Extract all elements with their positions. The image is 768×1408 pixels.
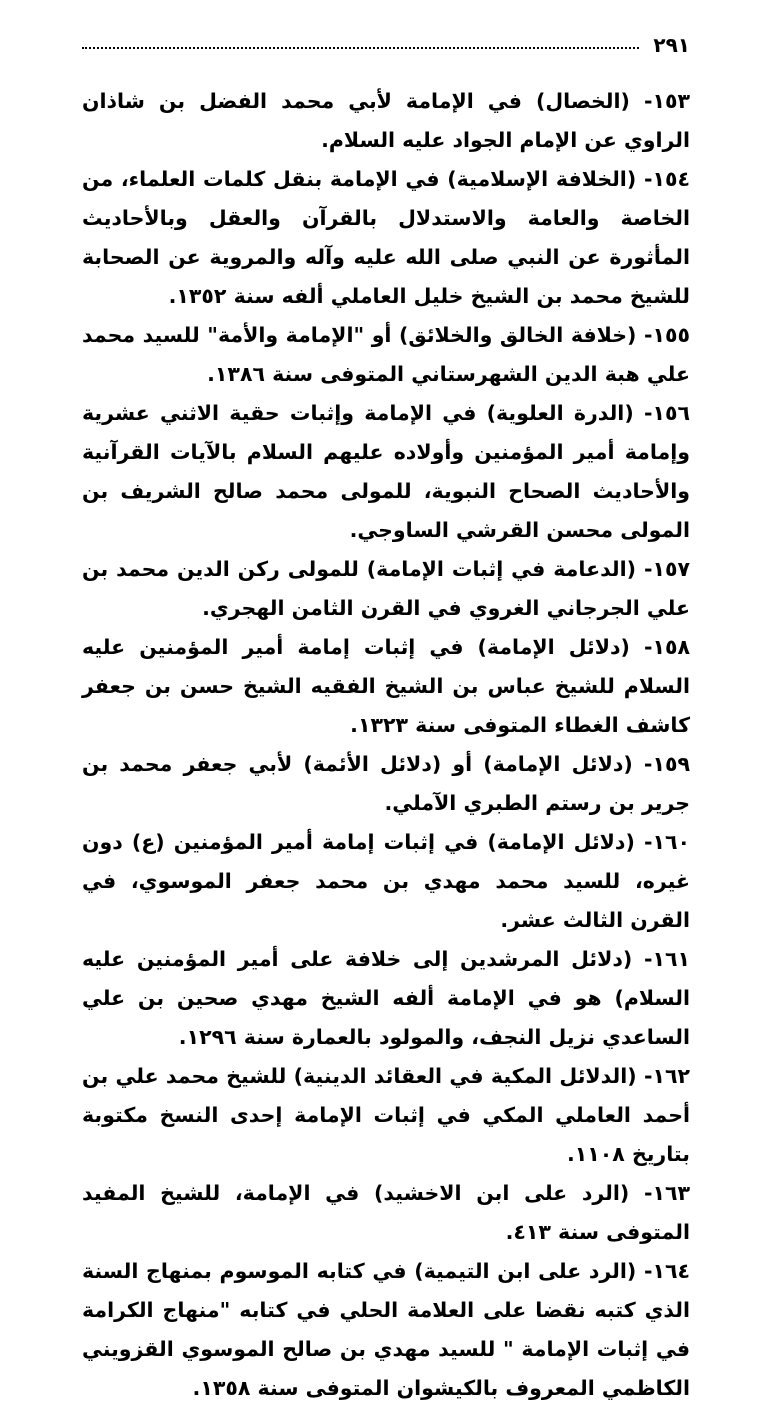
entry-text: (خلافة الخالق والخلائق) أو "الإمامة والأمة" للسيد محمد علي هبة الدين الشهرستاني المتوفى سنة ١٣٨٦. xyxy=(82,323,690,386)
entry-157 xyxy=(82,550,690,628)
page-header xyxy=(82,30,690,60)
entry-number: ١٦٢- xyxy=(643,1064,690,1088)
entry-text: (الدلائل المكية في العقائد الدينية) للشيخ محمد علي بن أحمد العاملي المكي في إثبات الإمامة إحدى النسخ مكتوبة بتاريخ ١١٠٨. xyxy=(82,1064,690,1166)
entry-number: ١٦١- xyxy=(643,947,690,971)
entry-text: (دلائل المرشدين إلى خلافة على أمير المؤمنين عليه السلام) هو في الإمامة ألفه الشيخ مهدي صحين بن علي الساعدي نزيل النجف، والمولود بالعمارة سنة ١٢٩٦. xyxy=(82,947,690,1049)
entry-156 xyxy=(82,394,690,550)
entry-158 xyxy=(82,628,690,745)
entry-number: ١٥٦- xyxy=(643,401,690,425)
entry-number: ١٥٤- xyxy=(643,167,690,191)
entry-text: (دلائل الإمامة) في إثبات إمامة أمير المؤمنين (ع) دون غيره، للسيد محمد مهدي بن محمد جعفر الموسوي، في القرن الثالث عشر. xyxy=(82,830,690,932)
entry-159 xyxy=(82,745,690,823)
bibliography-entries xyxy=(82,82,690,1408)
entry-number: ١٥٥- xyxy=(643,323,690,347)
entry-number: ١٥٧- xyxy=(643,557,690,581)
entry-164 xyxy=(82,1252,690,1408)
entry-number: ١٥٩- xyxy=(643,752,690,776)
entry-number: ١٥٣- xyxy=(643,89,690,113)
entry-160 xyxy=(82,823,690,940)
entry-text: (الدرة العلوية) في الإمامة وإثبات حقية الاثني عشرية وإمامة أمير المؤمنين وأولاده عليهم السلام بالآيات القرآنية والأحاديث الصحاح النبوية، للمولى محمد صالح الشريف بن المولى محسن القرشي الساوجي. xyxy=(82,401,690,542)
entry-text: (الخصال) في الإمامة لأبي محمد الفضل بن شاذان الراوي عن الإمام الجواد عليه السلام. xyxy=(82,89,690,152)
page-number: ٢٩١ xyxy=(653,33,690,57)
entry-text: (الرد على ابن التيمية) في كتابه الموسوم بمنهاج السنة الذي كتبه نقضا على العلامة الحلي في كتابه "منهاج الكرامة في إثبات الإمامة " للسيد مهدي بن صالح الموسوي القزويني الكاظمي المعروف بالكيشوان المتوفى سنة ١٣٥٨. xyxy=(82,1259,690,1400)
entry-154 xyxy=(82,160,690,316)
entry-text: (الخلافة الإسلامية) في الإمامة بنقل كلمات العلماء، من الخاصة والعامة والاستدلال بالقرآن والعقل وبالأحاديث المأثورة عن النبي صلى الله عليه وآله والمروية عن الصحابة للشيخ محمد بن الشيخ خليل العاملي ألفه سنة ١٣٥٢. xyxy=(82,167,690,308)
entry-153 xyxy=(82,82,690,160)
entry-number: ١٦٤- xyxy=(643,1259,690,1283)
entry-text: (دلائل الإمامة) في إثبات إمامة أمير المؤمنين عليه السلام للشيخ عباس بن الشيخ الفقيه الشيخ حسن بن جعفر كاشف الغطاء المتوفى سنة ١٣٢٣. xyxy=(82,635,690,737)
entry-text: (دلائل الإمامة) أو (دلائل الأئمة) لأبي جعفر محمد بن جرير بن رستم الطبري الآملي. xyxy=(82,752,690,815)
entry-number: ١٥٨- xyxy=(643,635,690,659)
header-dotted-rule xyxy=(82,47,639,49)
entry-number: ١٦٣- xyxy=(643,1181,691,1205)
entry-161 xyxy=(82,940,690,1057)
entry-155 xyxy=(82,316,690,394)
entry-162 xyxy=(82,1057,690,1174)
entry-number: ١٦٠- xyxy=(643,830,690,854)
entry-text: (الرد على ابن الاخشيد) في الإمامة، للشيخ المفيد المتوفى سنة ٤١٣. xyxy=(82,1181,690,1244)
entry-163 xyxy=(82,1174,690,1252)
entry-text: (الدعامة في إثبات الإمامة) للمولى ركن الدين محمد بن علي الجرجاني الغروي في القرن الثامن الهجري. xyxy=(82,557,690,620)
